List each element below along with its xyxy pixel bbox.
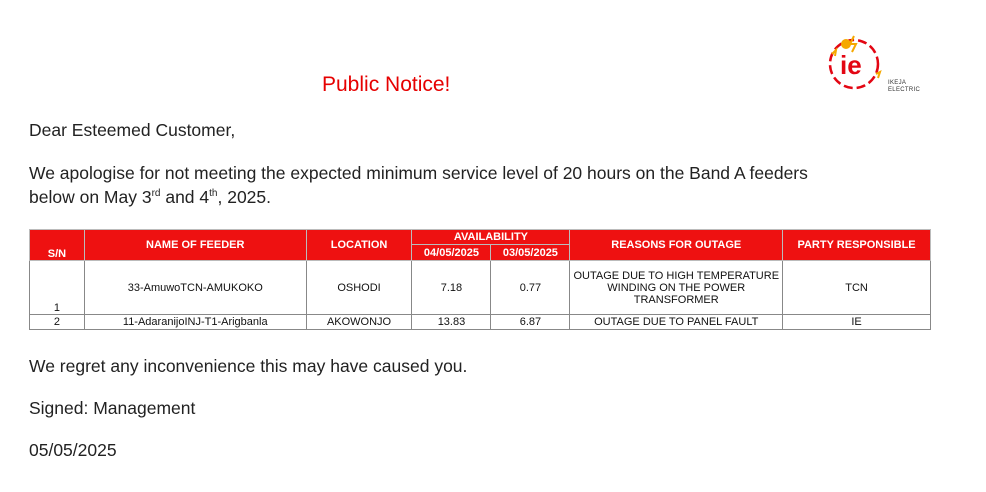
cell-sn: 2 [30,315,85,330]
cell-party: TCN [783,261,931,315]
header-feeder: NAME OF FEEDER [84,230,306,261]
header-party: PARTY RESPONSIBLE [783,230,931,261]
cell-reason: OUTAGE DUE TO HIGH TEMPERATURE WINDING ON THE POWER TRANSFORMER [570,261,783,315]
logo-line2: ELECTRIC [888,87,921,93]
intro-line-2 [29,185,808,209]
regret-text: We regret any inconvenience this may have caused you. [29,356,468,376]
table-row [30,315,931,330]
cell-availability-2: 6.87 [491,315,570,330]
header-sn: S/N [30,230,85,261]
intro-sup-1: rd [151,188,161,199]
header-availability: AVAILABILITY [412,230,570,245]
cell-party: IE [783,315,931,330]
intro-part-1: below on May 3 [29,187,152,207]
cell-feeder: 33-AmuwoTCN-AMUKOKO [84,261,306,315]
cell-sn: 1 [30,261,85,315]
intro-line-1: We apologise for not meeting the expected minimum service level of 20 hours on the Band A feeders [29,163,808,183]
intro-sup-2: th [209,188,218,199]
cell-feeder: 11-AdaranijoINJ-T1-Arigbanla [84,315,306,330]
intro-part-2: and 4 [160,187,210,207]
logo-line1: IKEJA [888,80,907,86]
header-date-2: 03/05/2025 [491,245,570,261]
cell-availability-1: 7.18 [412,261,491,315]
cell-availability-1: 13.83 [412,315,491,330]
table-row [30,261,931,315]
cell-location: AKOWONJO [306,315,412,330]
header-location: LOCATION [306,230,412,261]
outage-table [29,229,931,330]
intro-paragraph [29,161,808,209]
intro-part-3: , 2025. [217,187,272,207]
notice-date: 05/05/2025 [29,440,117,460]
header-date-1: 04/05/2025 [412,245,491,261]
notice-title: Public Notice! [322,73,451,96]
logo-mark: ie [840,50,862,80]
cell-location: OSHODI [306,261,412,315]
greeting: Dear Esteemed Customer, [29,120,236,140]
header-reasons: REASONS FOR OUTAGE [570,230,783,261]
logo-text [888,80,920,94]
cell-reason: OUTAGE DUE TO PANEL FAULT [570,315,783,330]
cell-availability-2: 0.77 [491,261,570,315]
signed-text: Signed: Management [29,398,196,418]
